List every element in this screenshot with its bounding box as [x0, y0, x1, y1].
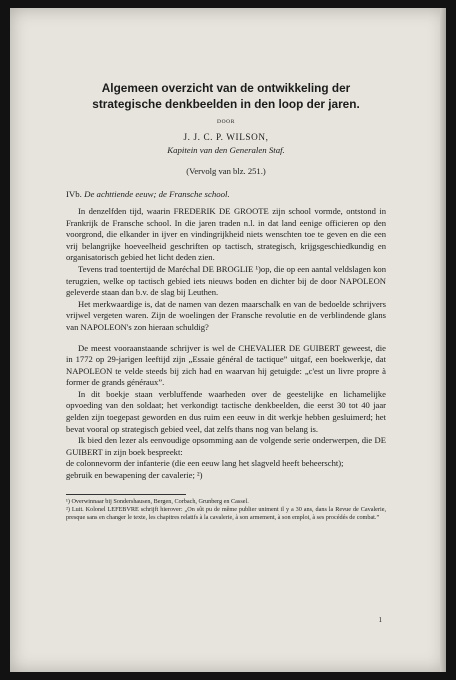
paragraph: Tevens trad toentertijd de Maréchal DE BROGLIE ¹)op, die op een aantal veldslagen kon terugzien, welke op tactisch gebied iets nieuws boden en dichter bij de door NAPOLEON geleverde staan dan b.v. de slag bij Leuthen. [66, 263, 386, 298]
footnote-rule [66, 494, 186, 495]
page-number: 1 [378, 616, 382, 624]
author-name: J. J. C. P. WILSON, [183, 131, 269, 142]
author-position: Kapitein van den Generalen Staf. [167, 145, 285, 156]
list-item: gebruik en bewapening der cavalerie; ²) [66, 470, 203, 481]
list-item: de colonnevorm der infanterie (die een eeuw lang het slagveld heeft beheerscht); [66, 458, 344, 469]
paragraph: Het merkwaardige is, dat de namen van dezen maarschalk en van de bedoelde schrijvers vrijwel vergeten waren. Zijn de woelingen der Fransche revolutie en de verblindende glans van NAPOLEON's zon hieraan schuldig? [66, 298, 386, 332]
page-content [66, 80, 386, 523]
page-edge [440, 8, 446, 672]
document-page [10, 8, 446, 672]
footnotes [66, 494, 386, 523]
paragraph: De meest vooraanstaande schrijver is wel de CHEVALIER DE GUIBERT geweest, die in 1772 op 29-jarigen leeftijd zijn „Essaie général de tactique” uitgaf, een boekwerkje, dat NAPOLEON te velde steeds bij zich had en waarvan hij getuigde: „c'est un livre propre à former de grands généraux”. [66, 342, 386, 388]
footnote: ¹) Overwinnaar bij Sondershausen, Bergen, Corbach, Grunberg en Cassel. [66, 497, 249, 505]
footnote: ²) Luit. Kolonel LEFEBVRE schrijft hierover: „On sût pu de même publier uniment il y a 30 ans, dans la Revue de Cavalerie, presque sans en changer le texte, les chapitres relatifs à la cavalerie, à son armement, à son emploi, à ses procédés de combat.” [66, 506, 386, 522]
byline: DOOR [217, 119, 235, 125]
paragraph: Ik bied den lezer als eenvoudige opsomming aan de volgende serie onderwerpen, die DE GUIBERT in zijn boek bespreekt: [66, 435, 386, 457]
section-number: IVb. [66, 189, 82, 200]
section-heading [66, 189, 386, 201]
article-title: Algemeen overzicht van de ontwikkeling der strategische denkbeelden in den loop der jaren. [92, 81, 360, 111]
section-title: De achttiende eeuw; de Fransche school. [84, 189, 230, 200]
paragraph: In denzelfden tijd, waarin FREDERIK DE GROOTE zijn school vormde, ontstond in Frankrijk de Fransche school. In die jaren traden n.l. in dat land eenige officieren op den voorgrond, die elkander in ijver en vindingrijkheid niets wenschten toe te geven en die een vrij belangrijke hoeveelheid geschriften op tactisch, strategisch, krijgsgeschiedkundig en organisatorisch gebied het licht deden zien. [66, 205, 386, 263]
continued-note: (Vervolg van blz. 251.) [186, 165, 266, 176]
paragraph: In dit boekje staan verbluffende waarheden over de geestelijke en lichamelijke opvoeding van den soldaat; het verkondigt tactische denkbeelden, die eerst 30 tot 40 jaar gelden zijn toegepast geworden en dus ruim een eeuw in dit werkje hebben gesluimerd; het bevat vooral op strategisch gebied veel, dat zelfs thans nog van belang is. [66, 388, 386, 434]
